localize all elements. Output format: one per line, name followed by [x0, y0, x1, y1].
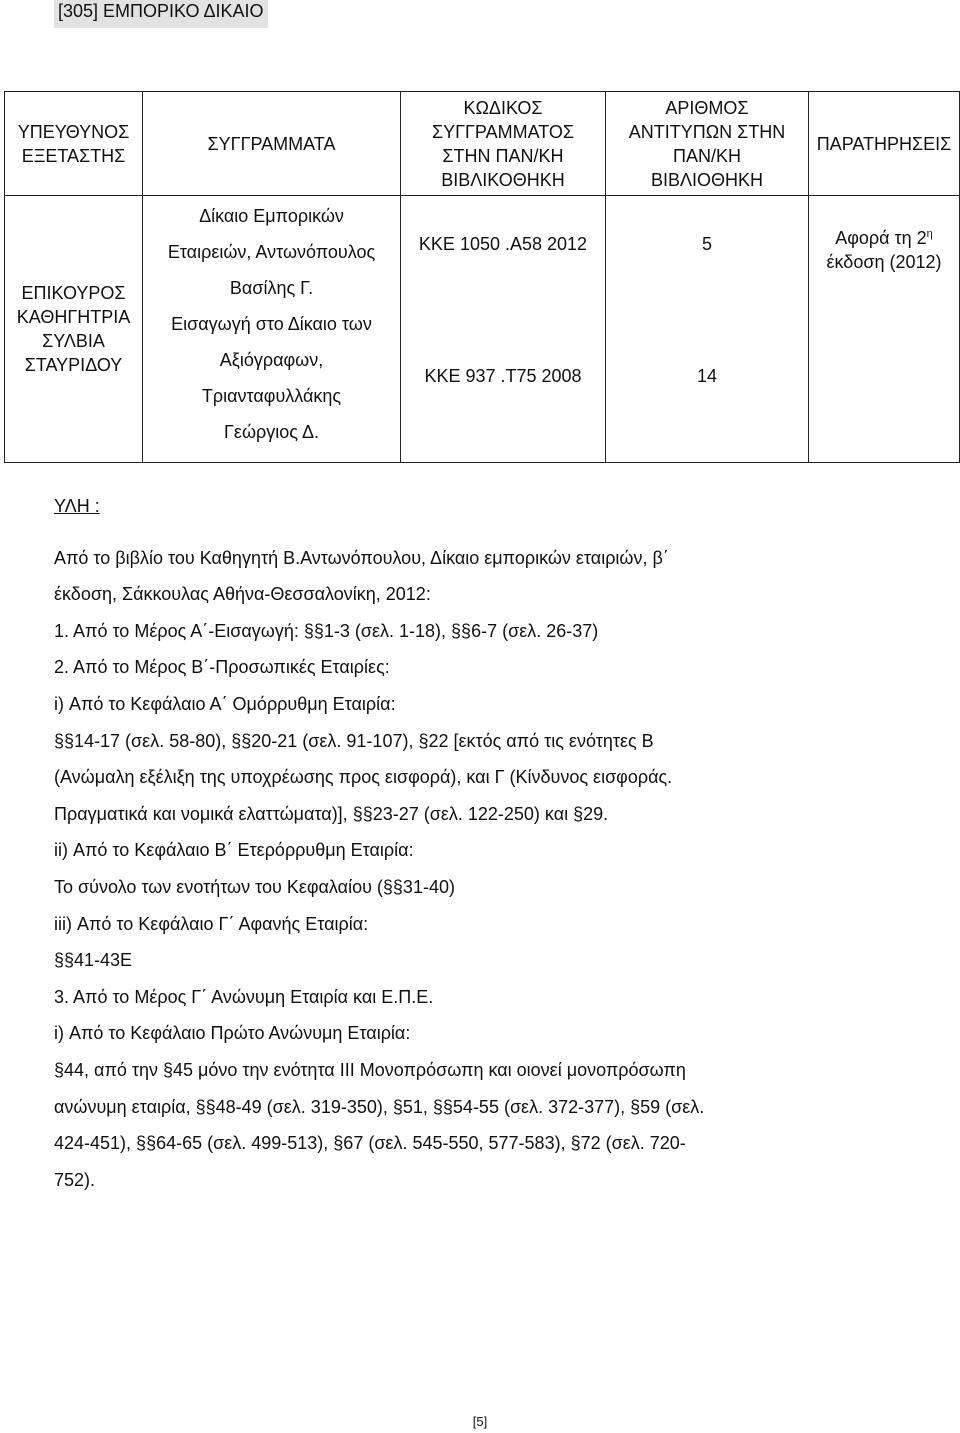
notes-cell	[809, 196, 960, 463]
header-books: ΣΥΓΓΡΑΜΜΑΤΑ	[143, 92, 401, 196]
syllabus-line: ii) Από το Κεφάλαιο Β΄ Ετερόρρυθμη Εταιρία:	[54, 840, 414, 861]
syllabus-line: (Ανώμαλη εξέλιξη της υποχρέωσης προς εισφορά), και Γ (Κίνδυνος εισφοράς.	[54, 767, 673, 788]
syllabus-line: 2. Από το Μέρος Β΄-Προσωπικές Εταιρίες:	[54, 657, 390, 678]
codes-cell	[401, 196, 606, 463]
syllabus-line: i) Από το Κεφάλαιο Πρώτο Ανώνυμη Εταιρία:	[54, 1023, 411, 1044]
syllabus-line: 3. Από το Μέρος Γ΄ Ανώνυμη Εταιρία και Ε.Π.Ε.	[54, 986, 434, 1007]
syllabus-line: 424-451), §§64-65 (σελ. 499-513), §67 (σελ. 545-550, 577-583), §72 (σελ. 720-	[54, 1133, 686, 1154]
syllabus-line: iii) Από το Κεφάλαιο Γ΄ Αφανής Εταιρία:	[54, 913, 369, 934]
syllabus-line: ανώνυμη εταιρία, §§48-49 (σελ. 319-350), §51, §§54-55 (σελ. 372-377), §59 (σελ.	[54, 1096, 705, 1117]
table-header-row	[5, 92, 960, 196]
syllabus-line: Το σύνολο των ενοτήτων του Κεφαλαίου (§§31-40)	[54, 876, 455, 897]
copies-cell	[606, 196, 809, 463]
syllabus-line: 1. Από το Μέρος Α΄-Εισαγωγή: §§1-3 (σελ. 1-18), §§6-7 (σελ. 26-37)	[54, 620, 599, 641]
syllabus-heading: ΥΛΗ :	[54, 496, 100, 516]
syllabus-line: i) Από το Κεφάλαιο Α΄ Ομόρρυθμη Εταιρία:	[54, 693, 396, 714]
table-row	[5, 196, 960, 463]
syllabus-line: §§41-43Ε	[54, 950, 133, 971]
copies-count: 14	[696, 366, 718, 386]
header-examiner: ΥΠΕΥΘΥΝΟΣ ΕΞΕΤΑΣΤΗΣ	[5, 92, 143, 196]
syllabus-line: έκδοση, Σάκκουλας Αθήνα-Θεσσαλονίκη, 2012:	[54, 584, 431, 605]
syllabus-line: 752).	[54, 1169, 96, 1190]
header-notes: ΠΑΡΑΤΗΡΗΣΕΙΣ	[809, 92, 960, 196]
syllabus-line: Από το βιβλίο του Καθηγητή Β.Αντωνόπουλου, Δίκαιο εμπορικών εταιριών, β΄	[54, 547, 669, 568]
note-text: Αφορά τη $2^\eta$ έκδοση (2012)	[826, 228, 942, 272]
header-code: ΚΩΔΙΚΟΣ ΣΥΓΓΡΑΜΜΑΤΟΣ ΣΤΗΝ ΠΑΝ/ΚΗ ΒΙΒΛΙΚΟΘΗΚΗ	[401, 92, 606, 196]
book-code: ΚΚΕ 937 .Τ75 2008	[424, 366, 582, 386]
syllabus-line: Πραγματικά και νομικά ελαττώματα)], §§23-27 (σελ. 122-250) και §29.	[54, 803, 609, 824]
books-cell: Δίκαιο Εμπορικών Εταιρειών, Αντωνόπουλος Βασίλης Γ. Εισαγωγή στο Δίκαιο των Αξιόγραφων, Τριανταφυλλάκης Γεώργιος Δ.	[143, 196, 401, 463]
page-title: [305] ΕΜΠΟΡΙΚΟ ΔΙΚΑΙΟ	[54, 0, 268, 28]
course-table	[4, 91, 960, 463]
book-code: ΚΚΕ 1050 .Α58 2012	[418, 234, 588, 254]
copies-count: 5	[701, 234, 712, 254]
examiner-cell: ΕΠΙΚΟΥΡΟΣ ΚΑΘΗΓΗΤΡΙΑ ΣΥΛΒΙΑ ΣΤΑΥΡΙΔΟΥ	[5, 196, 143, 463]
syllabus-section	[54, 488, 934, 1198]
syllabus-line: §§14-17 (σελ. 58-80), §§20-21 (σελ. 91-107), §22 [εκτός από τις ενότητες Β	[54, 730, 654, 751]
syllabus-line: §44, από την §45 μόνο την ενότητα ΙΙΙ Μονοπρόσωπη και οιονεί μονοπρόσωπη	[54, 1059, 686, 1080]
page-number: [5]	[472, 1414, 488, 1429]
header-copies: ΑΡΙΘΜΟΣ ΑΝΤΙΤΥΠΩΝ ΣΤΗΝ ΠΑΝ/ΚΗ ΒΙΒΛΙΟΘΗΚΗ	[606, 92, 809, 196]
